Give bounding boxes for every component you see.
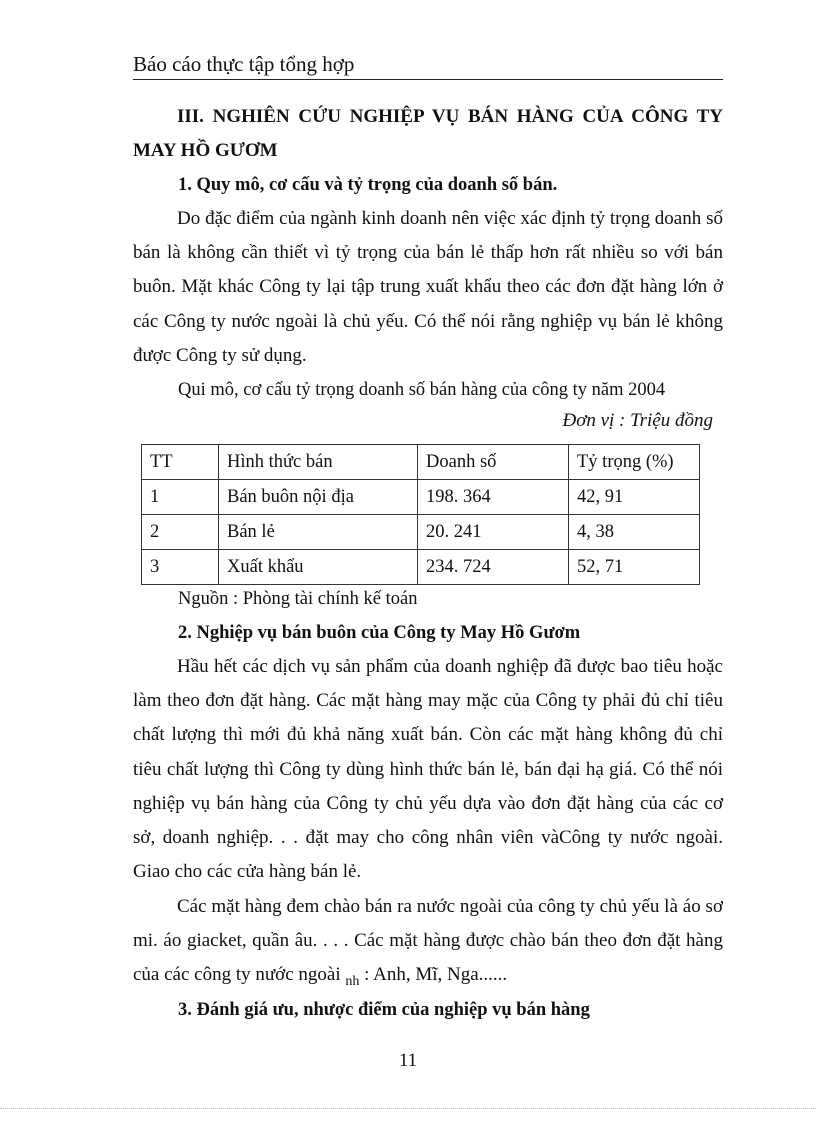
table-cell: Bán lẻ <box>219 515 418 550</box>
sales-table <box>141 444 700 585</box>
table-row <box>142 515 700 550</box>
table-header-row <box>142 445 700 480</box>
subscript-text: nh <box>345 974 360 990</box>
page-number: 11 <box>398 1050 418 1071</box>
table-row <box>142 550 700 585</box>
subsection-2-paragraph-2 <box>133 890 723 999</box>
table-cell: Xuất khẩu <box>219 550 418 585</box>
table-cell: 198. 364 <box>418 480 569 515</box>
section-heading: III. NGHIÊN CỨU NGHIỆP VỤ BÁN HÀNG CỦA CÔNG TY MAY HỒ GƯƠM <box>133 106 723 161</box>
subsection-2-heading: 2. Nghiệp vụ bán buôn của Công ty May Hồ Gươm <box>178 623 581 643</box>
table-header-cell: Doanh số <box>418 445 569 480</box>
footer-divider <box>0 1108 816 1109</box>
table-cell: 1 <box>142 480 219 515</box>
table-cell: 42, 91 <box>569 480 700 515</box>
table-cell: 234. 724 <box>418 550 569 585</box>
table-cell: 3 <box>142 550 219 585</box>
table-row <box>142 480 700 515</box>
table-header-cell: TT <box>142 445 219 480</box>
paragraph-text: : Anh, Mĩ, Nga...... <box>364 964 508 986</box>
table-caption: Qui mô, cơ cấu tỷ trọng doanh số bán hàng của công ty năm 2004 <box>178 380 666 400</box>
table-unit: Đơn vị : Triệu đồng <box>562 410 713 431</box>
table-cell: 20. 241 <box>418 515 569 550</box>
table-cell: 4, 38 <box>569 515 700 550</box>
table-cell: 52, 71 <box>569 550 700 585</box>
table-header-cell: Tỷ trọng (%) <box>569 445 700 480</box>
page-header: Báo cáo thực tập tổng hợp <box>133 50 723 80</box>
table-cell: Bán buôn nội địa <box>219 480 418 515</box>
paragraph-text: Do đặc điểm của ngành kinh doanh nên việc xác định tỷ trọng doanh số bán là không cần thiết vì tỷ trọng của bán lẻ thấp hơn rất nhiều so với bán buôn. Mặt khác Công ty lại tập trung xuất khẩu theo các đơn đặt hàng lớn ở các Công ty nước ngoài là chủ yếu. Có thể nói rằng nghiệp vụ bán lẻ không được Công ty sử dụng. <box>133 208 723 366</box>
table-header-cell: Hình thức bán <box>219 445 418 480</box>
table-source: Nguồn : Phòng tài chính kế toán <box>178 589 418 609</box>
paragraph-text: Các mặt hàng đem chào bán ra nước ngoài của công ty chủ yếu là áo sơ mi. áo giacket, quần âu. . . . Các mặt hàng được chào bán theo đơn đặt hàng của các công ty nước ngoài <box>133 896 723 986</box>
subsection-1-paragraph <box>133 202 723 373</box>
subsection-1-heading: 1. Quy mô, cơ cấu và tỷ trọng của doanh số bán. <box>178 175 558 195</box>
table-cell: 2 <box>142 515 219 550</box>
paragraph-text: Hầu hết các dịch vụ sản phẩm của doanh nghiệp đã được bao tiêu hoặc làm theo đơn đặt hàng. Các mặt hàng may mặc của Công ty phải đủ chỉ tiêu chất lượng thì mới đủ khả năng xuất bán. Còn các mặt hàng không đủ chỉ tiêu chất lượng thì Công ty dùng hình thức bán lẻ, bán đại hạ giá. Có thể nói nghiệp vụ bán hàng của Công ty chủ yếu dựa vào đơn đặt hàng của các cơ sở, doanh nghiệp. . . đặt may cho công nhân viên vàCông ty nước ngoài. Giao cho các cửa hàng bán lẻ. <box>133 656 723 883</box>
subsection-2-paragraph-1 <box>133 650 723 889</box>
subsection-3-heading: 3. Đánh giá ưu, nhược điểm của nghiệp vụ bán hàng <box>178 1000 590 1020</box>
